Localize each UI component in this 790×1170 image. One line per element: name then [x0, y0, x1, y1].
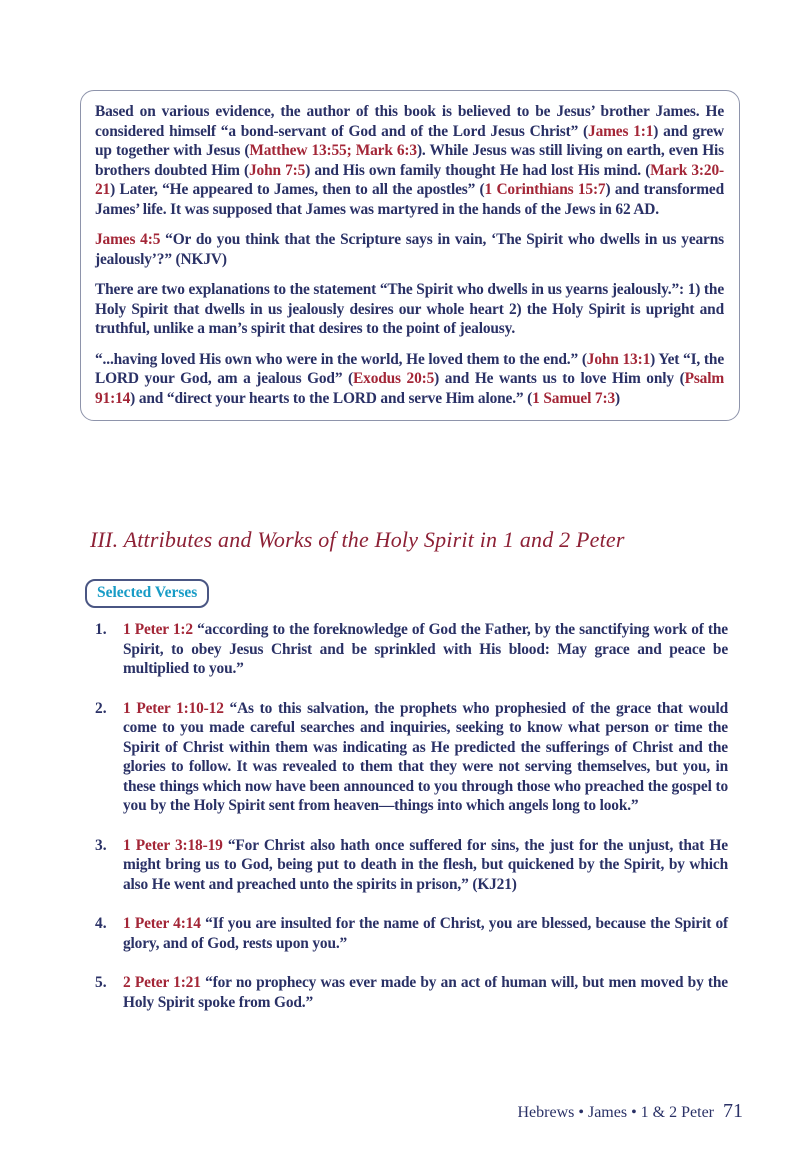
verse-reference: 1 Peter 1:10-12	[123, 699, 224, 717]
scripture-reference: 1 Samuel 7:3	[532, 389, 615, 407]
scripture-reference: Exodus 20:5	[353, 370, 435, 387]
verse-text	[123, 699, 728, 816]
verse-reference: 1 Peter 1:2	[123, 621, 193, 638]
page-number: 71	[723, 1100, 743, 1122]
verse-quote: “For Christ also hath once suffered for sins, the just for the unjust, that He might bring us to God, being put to death in the flesh, but quickened by the Spirit, by which also He went and preached unto the spirits in prison,” (KJ21)	[123, 836, 728, 893]
scripture-reference: Mark 3:20-21	[95, 161, 724, 198]
section-heading: III. Attributes and Works of the Holy Spirit in 1 and 2 Peter	[90, 527, 625, 552]
scripture-reference: John 13:1	[586, 350, 651, 368]
verse-item-5	[95, 973, 728, 1012]
verse-number: 2.	[95, 699, 107, 717]
verse-quote: “If you are insulted for the name of Christ, you are blessed, because the Spirit of glory, and of God, rests upon you.”	[123, 915, 729, 952]
scripture-reference: 1 Corinthians 15:7	[484, 181, 606, 198]
verse-list	[95, 620, 728, 1032]
verse-item-3	[95, 836, 728, 895]
intro-paragraph-james-4-5: James 4:5 “Or do you think that the Scripture says in vain, ‘The Spirit who dwells in us yearns jealously’?” (NKJV)	[95, 231, 724, 268]
scripture-reference: Psalm 91:14	[95, 370, 724, 407]
verse-reference: 1 Peter 3:18-19	[123, 836, 223, 854]
verse-number: 4.	[95, 915, 107, 932]
verse-number: 3.	[95, 836, 107, 854]
selected-verses-badge: Selected Verses	[85, 579, 209, 608]
footer-book-titles: Hebrews • James • 1 & 2 Peter	[517, 1104, 714, 1121]
verse-item-4	[95, 914, 728, 953]
verse-item-2	[95, 699, 728, 816]
intro-paragraph-authorship: Based on various evidence, the author of this book is believed to be Jesus’ brother James. He considered himself “a bond-servant of God and of the Lord Jesus Christ” (James 1:1) and grew up together with Jesus (Matthew 13:55; Mark 6:3). While Jesus was still living on earth, even His brothers doubted Him (John 7:5) and His own family thought He had lost His mind. (Mark 3:20-21) Later, “He appeared to James, then to all the apostles” (1 Corinthians 15:7) and transformed James’ life. It was supposed that James was martyred in the hands of the Jews in 62 AD.	[95, 103, 725, 218]
page-footer	[518, 1100, 744, 1123]
scripture-reference: James 1:1	[588, 122, 654, 140]
intro-box	[80, 90, 740, 421]
verse-text	[123, 973, 728, 1012]
verse-item-1	[95, 620, 728, 679]
verse-quote: “As to this salvation, the prophets who prophesied of the grace that would come to you made careful searches and inquiries, seeking to know what person or time the Spirit of Christ within them was indicating as He predicted the sufferings of Christ and the glories to follow. It was revealed to them that they were not serving themselves, but you, in these things which now have been announced to you through those who preached the gospel to you by the Holy Spirit sent from heaven—things into which angels long to look.”	[123, 699, 728, 814]
verse-quote: “according to the foreknowledge of God the Father, by the sanctifying work of the Spirit, to obey Jesus Christ and be sprinkled with His blood: May grace and peace be multiplied to you.”	[123, 621, 728, 677]
verse-text	[123, 620, 728, 679]
verse-text	[123, 914, 728, 953]
verse-reference: 1 Peter 4:14	[123, 915, 201, 932]
intro-paragraph-jealous-god: “...having loved His own who were in the world, He loved them to the end.” (John 13:1) Yet “I, the LORD your God, am a jealous God” (Exodus 20:5) and He wants us to love Him only (Psalm 91:14) and “direct your hearts to the LORD and serve Him alone.” (1 Samuel 7:3)	[95, 350, 724, 407]
verse-quote: “for no prophecy was ever made by an act of human will, but men moved by the Holy Spirit spoke from God.”	[123, 974, 728, 1011]
intro-paragraph-explanations: There are two explanations to the statement “The Spirit who dwells in us yearns jealously.”: 1) the Holy Spirit that dwells in us jealously desires our whole heart 2) the Holy Spirit is upright and truthful, unlike a man’s spirit that desires to the point of jealousy.	[95, 281, 724, 337]
scripture-reference: John 7:5	[249, 161, 306, 179]
verse-number: 5.	[95, 974, 107, 991]
scripture-reference: James 4:5	[95, 231, 166, 248]
scripture-reference: Matthew 13:55; Mark 6:3	[249, 142, 417, 159]
verse-number: 1.	[95, 621, 107, 638]
verse-text	[123, 836, 728, 895]
verse-reference: 2 Peter 1:21	[123, 974, 201, 991]
